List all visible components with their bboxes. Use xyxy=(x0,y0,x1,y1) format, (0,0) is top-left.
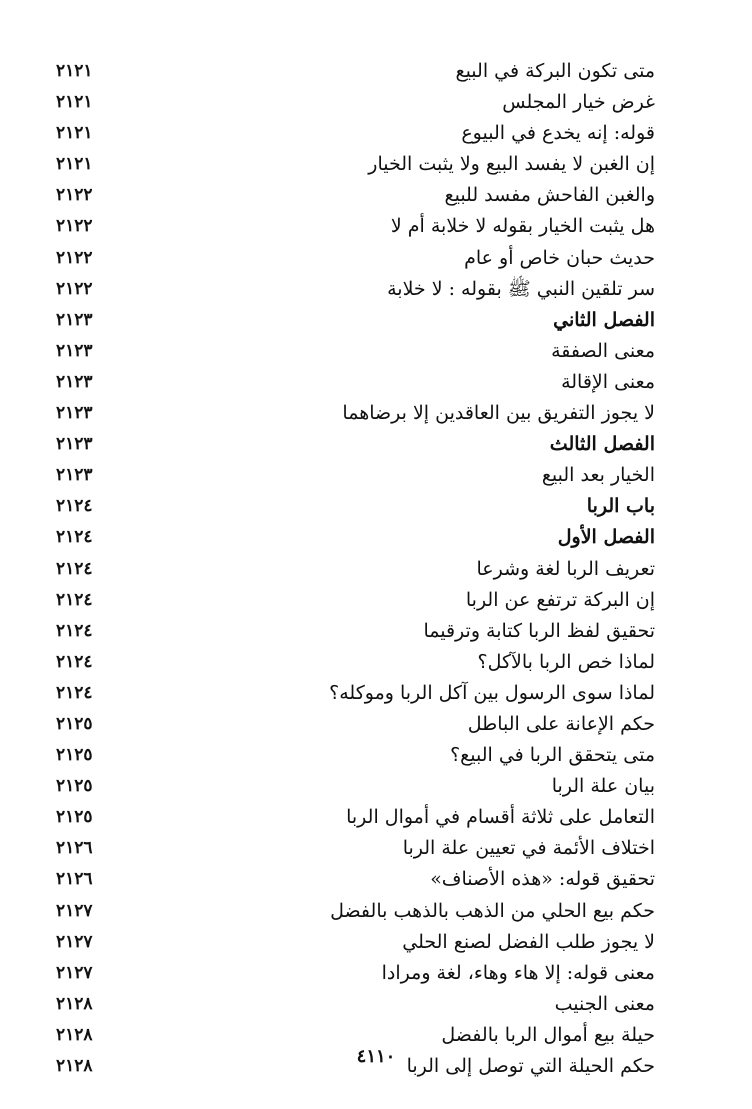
toc-entry-title: التعامل على ثلاثة أقسام في أموال الربا xyxy=(346,806,655,829)
toc-entry-title: لا يجوز التفريق بين العاقدين إلا برضاهما xyxy=(342,402,655,425)
toc-entry xyxy=(0,864,752,895)
toc-entry-page: ٢١٢١ xyxy=(56,123,93,144)
toc-entry xyxy=(0,958,752,989)
toc-entry xyxy=(0,771,752,802)
toc-entry-title: معنى الجنيب xyxy=(554,992,655,1015)
toc-entry-title: لماذا سوى الرسول بين آكل الربا وموكله؟ xyxy=(329,681,655,704)
page-number: ٤١١٠ xyxy=(356,1046,396,1067)
toc-entry-page: ٢١٢٦ xyxy=(56,869,93,890)
toc-entry xyxy=(0,367,752,398)
toc-entry-page: ٢١٢٤ xyxy=(56,558,93,579)
toc-entry xyxy=(0,678,752,709)
toc-entry-page: ٢١٢٦ xyxy=(56,838,93,859)
toc-entry-title: متى تكون البركة في البيع xyxy=(455,60,655,82)
toc-entry-page: ٢١٢٢ xyxy=(56,247,93,268)
toc-entry xyxy=(0,927,752,958)
toc-entry-page: ٢١٢٥ xyxy=(56,807,93,828)
toc-entry-page: ٢١٢٨ xyxy=(56,1056,93,1076)
toc-entry-page: ٢١٢٣ xyxy=(56,371,93,392)
toc-entry xyxy=(0,180,752,211)
toc-entry-title: لا يجوز طلب الفضل لصنع الحلي xyxy=(402,930,655,953)
toc-entry-title: بيان علة الربا xyxy=(551,775,655,798)
toc-entry xyxy=(0,429,752,460)
toc-entry-title: اختلاف الأئمة في تعيين علة الربا xyxy=(402,837,655,860)
toc-entry-title: الخيار بعد البيع xyxy=(541,464,655,487)
toc-entry-title: إن الغبن لا يفسد البيع ولا يثبت الخيار xyxy=(368,153,655,176)
toc-entry xyxy=(0,616,752,647)
toc-entry xyxy=(0,243,752,274)
toc-entry xyxy=(0,56,752,87)
toc-entry-page: ٢١٢٤ xyxy=(56,620,93,641)
toc-entry-page: ٢١٢٣ xyxy=(56,340,93,361)
toc-entry-page: ٢١٢١ xyxy=(56,92,93,113)
toc-entry-title: تحقيق قوله: «هذه الأصناف» xyxy=(430,868,655,891)
toc-entry xyxy=(0,149,752,180)
toc-entry-title: والغبن الفاحش مفسد للبيع xyxy=(444,184,655,207)
toc-entry-page: ٢١٢٤ xyxy=(56,496,93,517)
toc-entry-page: ٢١٢١ xyxy=(56,154,93,175)
toc-entry xyxy=(0,274,752,305)
toc-entry-page: ٢١٢٥ xyxy=(56,713,93,734)
toc-entry xyxy=(0,305,752,336)
toc-entry-page: ٢١٢١ xyxy=(56,61,93,81)
toc-entry-title: معنى الإقالة xyxy=(561,370,655,393)
toc-entry xyxy=(0,460,752,491)
toc-section-heading: الفصل الثاني xyxy=(553,308,655,331)
toc-section-heading: الفصل الأول xyxy=(557,526,655,549)
toc-entry-page: ٢١٢٨ xyxy=(56,1024,93,1045)
toc-entry-title: قوله: إنه يخدع في البيوع xyxy=(461,122,655,145)
toc-entry-title: غرض خيار المجلس xyxy=(502,91,655,114)
toc-entry-page: ٢١٢٢ xyxy=(56,278,93,299)
toc-entry-title: حديث حبان خاص أو عام xyxy=(464,246,655,269)
toc-entry-page: ٢١٢٤ xyxy=(56,651,93,672)
toc-entry-page: ٢١٢٢ xyxy=(56,185,93,206)
toc-entry-page: ٢١٢٢ xyxy=(56,216,93,237)
toc-entry xyxy=(0,833,752,864)
toc-section-heading: الفصل الثالث xyxy=(549,433,655,456)
toc-entry-page: ٢١٢٤ xyxy=(56,682,93,703)
toc-entry-page: ٢١٢٨ xyxy=(56,993,93,1014)
toc-entry-page: ٢١٢٣ xyxy=(56,465,93,486)
toc-entry-page: ٢١٢٧ xyxy=(56,900,93,921)
toc-entry-title: حيلة بيع أموال الربا بالفضل xyxy=(441,1023,655,1046)
toc-entry-page: ٢١٢٣ xyxy=(56,309,93,330)
toc-entry xyxy=(0,118,752,149)
toc-entry xyxy=(0,398,752,429)
toc-entry xyxy=(0,740,752,771)
toc-entry-page: ٢١٢٤ xyxy=(56,589,93,610)
toc-entry xyxy=(0,554,752,585)
toc-entry-title: هل يثبت الخيار بقوله لا خلابة أم لا xyxy=(390,215,655,238)
toc-entry-title: لماذا خص الربا بالآكل؟ xyxy=(477,650,655,673)
toc-entry-title: تعريف الربا لغة وشرعا xyxy=(476,557,655,580)
toc-entry-title: متى يتحقق الربا في البيع؟ xyxy=(450,744,655,767)
toc-entry-title: حكم الإعانة على الباطل xyxy=(467,712,655,735)
toc-entry-page: ٢١٢٥ xyxy=(56,745,93,766)
toc-entry-page: ٢١٢٣ xyxy=(56,434,93,455)
toc-entry-page: ٢١٢٥ xyxy=(56,776,93,797)
toc-entry-title: حكم بيع الحلي من الذهب بالذهب بالفضل xyxy=(330,899,655,922)
toc-entry xyxy=(0,802,752,833)
toc-entry-title: تحقيق لفظ الربا كتابة وترقيما xyxy=(423,619,655,642)
toc-entry-page: ٢١٢٤ xyxy=(56,527,93,548)
toc-entry xyxy=(0,709,752,740)
toc-entry-title: معنى الصفقة xyxy=(551,339,655,362)
toc-entry xyxy=(0,211,752,242)
toc-entry xyxy=(0,647,752,678)
toc-entry-title: معنى قوله: إلا هاء وهاء، لغة ومرادا xyxy=(381,961,655,984)
toc-entry xyxy=(0,989,752,1020)
toc-entry-title: حكم الحيلة التي توصل إلى الربا xyxy=(406,1055,655,1077)
table-of-contents xyxy=(0,56,752,1082)
toc-entry xyxy=(0,585,752,616)
toc-entry-page: ٢١٢٧ xyxy=(56,931,93,952)
toc-entry-title: سر تلقين النبي ﷺ بقوله : لا خلابة xyxy=(387,277,655,300)
toc-entry xyxy=(0,336,752,367)
toc-section-heading: باب الربا xyxy=(586,495,655,518)
toc-entry xyxy=(0,87,752,118)
toc-entry xyxy=(0,896,752,927)
toc-entry xyxy=(0,522,752,553)
toc-entry-title: إن البركة ترتفع عن الربا xyxy=(465,588,655,611)
toc-entry-page: ٢١٢٧ xyxy=(56,962,93,983)
toc-entry xyxy=(0,491,752,522)
toc-entry-page: ٢١٢٣ xyxy=(56,403,93,424)
